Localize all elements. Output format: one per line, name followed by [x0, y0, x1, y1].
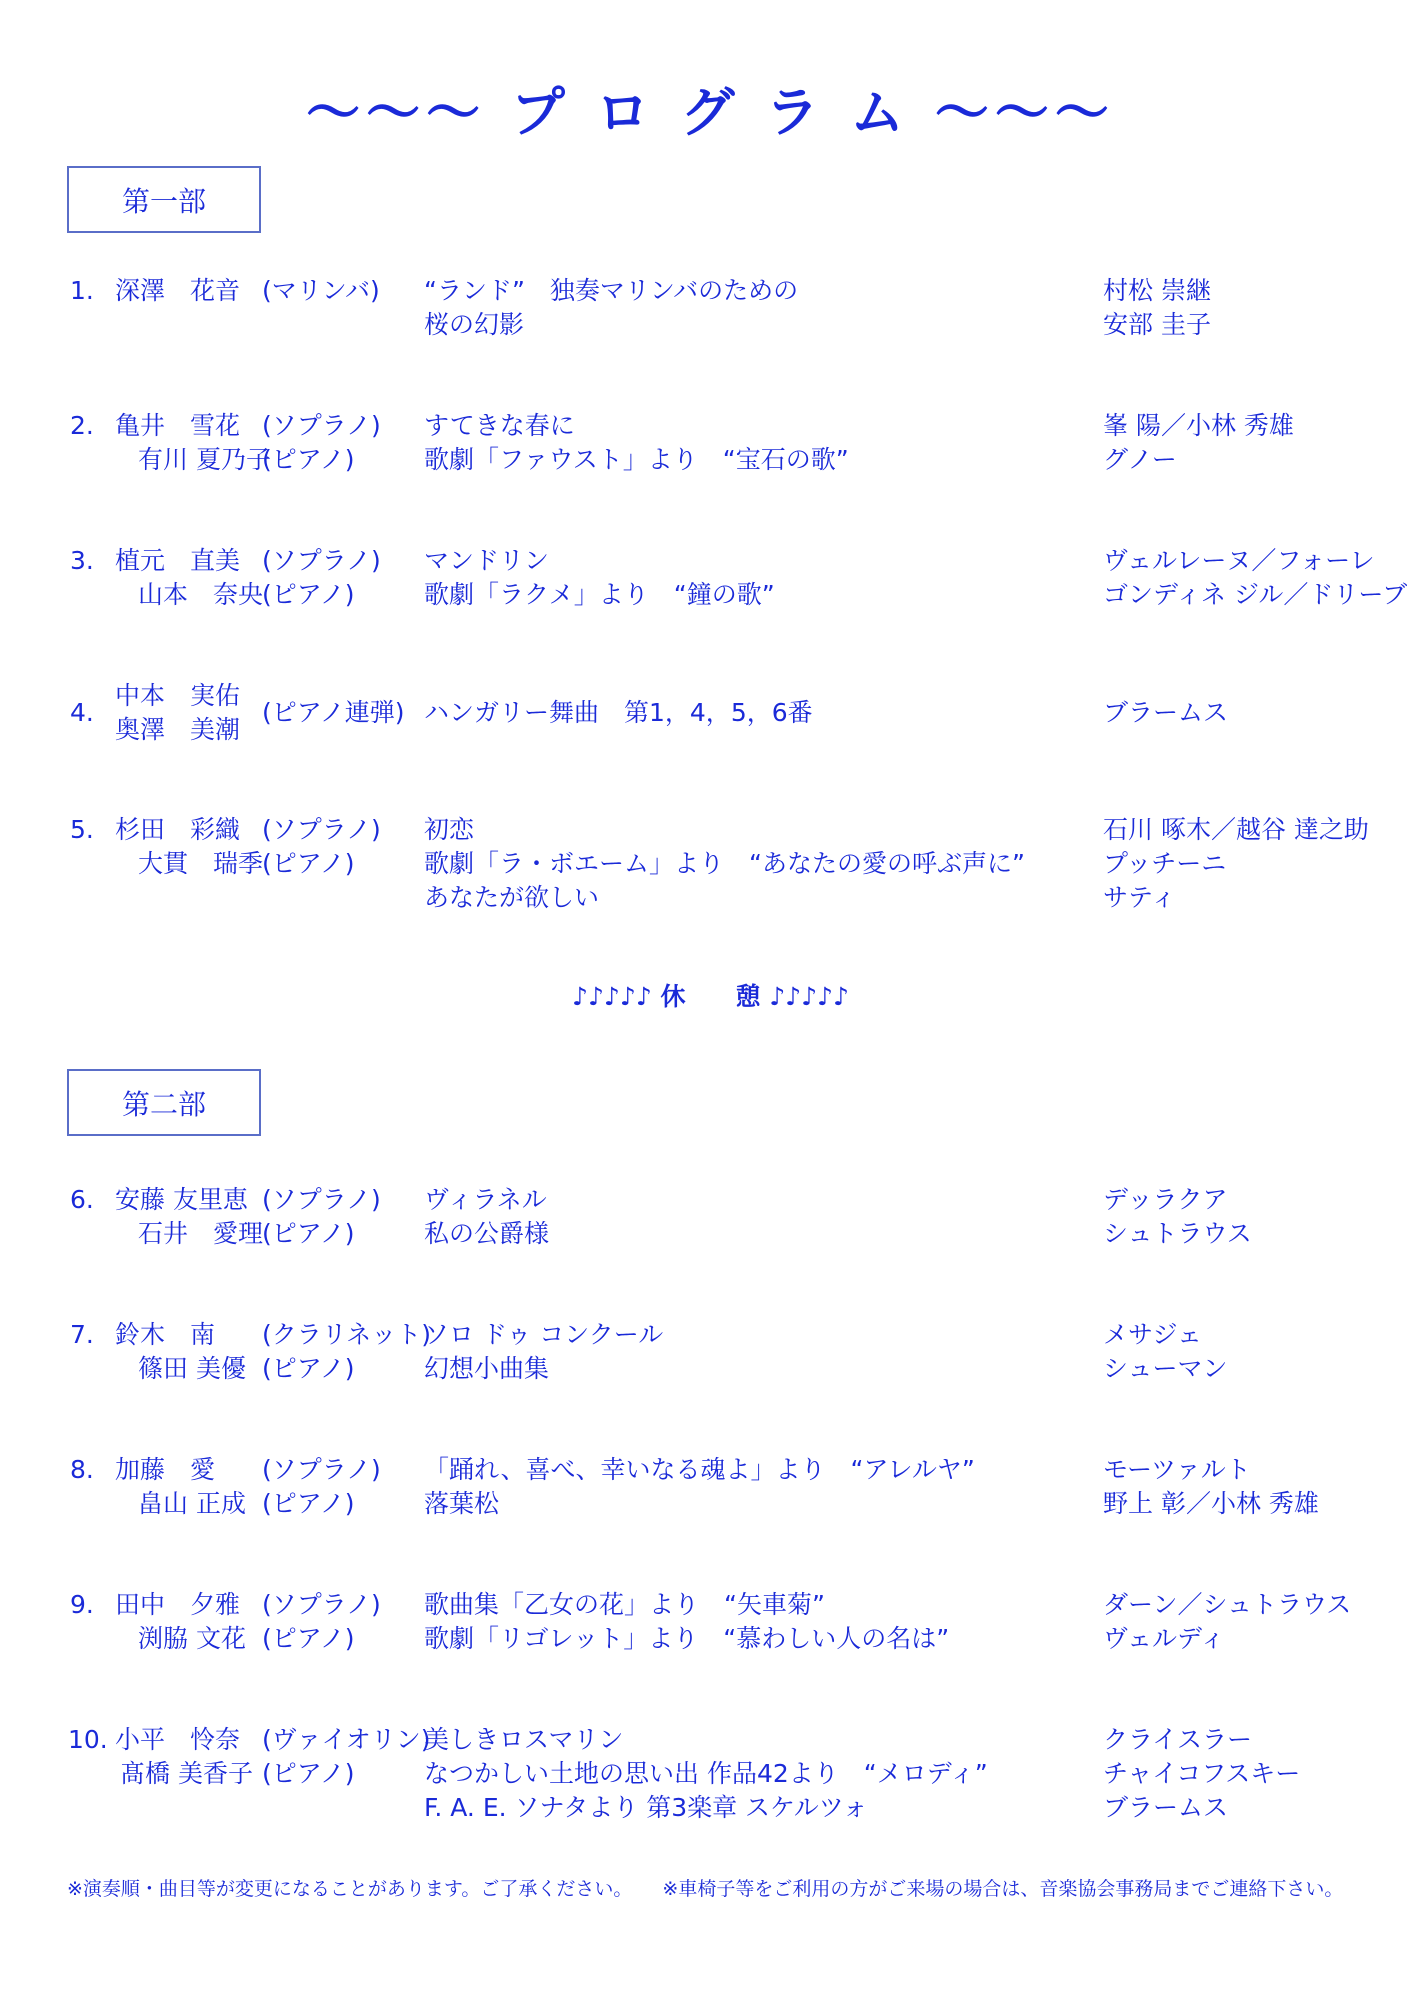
- entry-number: 7.: [70, 1320, 94, 1349]
- composer: ブラームス: [1103, 1793, 1229, 1822]
- performer: 植元 直美: [115, 546, 241, 575]
- entry-number: 1.: [70, 276, 94, 305]
- composer: プッチーニ: [1103, 849, 1227, 878]
- entry-number: 5.: [70, 815, 94, 844]
- performer: 加藤 愛: [115, 1455, 216, 1484]
- work-title: ハンガリー舞曲 第1，4，5，6番: [424, 698, 813, 727]
- entry-number: 10.: [68, 1725, 108, 1754]
- performer: 篠田 美優: [138, 1354, 246, 1383]
- work-title: 歌劇「ラクメ」より “鐘の歌”: [424, 580, 775, 609]
- composer: 石川 啄木／越谷 達之助: [1103, 815, 1369, 844]
- entry-number: 4.: [70, 698, 94, 727]
- work-title: 「踊れ、喜べ、幸いなる魂よ」より “アレルヤ”: [424, 1455, 975, 1484]
- work-title: 歌劇「ラ・ボエーム」より “あなたの愛の呼ぶ声に”: [424, 849, 1025, 878]
- performer: 渕脇 文花: [138, 1624, 246, 1653]
- instrument: (ピアノ): [262, 1624, 355, 1653]
- entry-number: 6.: [70, 1185, 94, 1214]
- instrument: (マリンバ): [262, 276, 380, 305]
- entry-number: 9.: [70, 1590, 94, 1619]
- work-title: 落葉松: [424, 1489, 500, 1518]
- instrument: (ソプラノ): [262, 546, 381, 575]
- instrument: (ソプラノ): [262, 411, 381, 440]
- instrument: (ピアノ): [262, 580, 355, 609]
- performer: 鈴木 南: [115, 1320, 216, 1349]
- work-title: ヴィラネル: [424, 1185, 547, 1214]
- work-title: “ランド” 独奏マリンバのための: [424, 276, 799, 305]
- composer: ブラームス: [1103, 698, 1229, 727]
- intermission-label: ♪♪♪♪♪ 休 憩 ♪♪♪♪♪: [572, 982, 849, 1011]
- composer: クライスラー: [1103, 1725, 1253, 1754]
- composer: 野上 彰／小林 秀雄: [1103, 1489, 1319, 1518]
- performer: 中本 実佑: [115, 681, 241, 710]
- instrument: (ヴァイオリン): [262, 1725, 431, 1754]
- performer: 杉田 彩織: [115, 815, 241, 844]
- performer: 小平 怜奈: [115, 1725, 241, 1754]
- performer: 奥澤 美潮: [115, 715, 241, 744]
- work-title: 幻想小曲集: [424, 1354, 550, 1383]
- composer: モーツァルト: [1103, 1455, 1251, 1484]
- note-wheelchair: ※車椅子等をご利用の方がご来場の場合は、音楽協会事務局までご連絡下さい。: [662, 1878, 1344, 1900]
- performer: 山本 奈央: [138, 580, 264, 609]
- composer: 峯 陽／小林 秀雄: [1103, 411, 1294, 440]
- composer: 村松 崇継: [1103, 276, 1211, 305]
- work-title: ソロ ドゥ コンクール: [424, 1320, 664, 1349]
- composer: メサジェ: [1103, 1320, 1203, 1349]
- work-title: すてきな春に: [424, 411, 575, 440]
- composer: デッラクア: [1103, 1185, 1228, 1214]
- instrument: (ソプラノ): [262, 815, 381, 844]
- work-title: F. A. E. ソナタより 第3楽章 スケルツォ: [424, 1793, 868, 1822]
- instrument: (ピアノ): [262, 1354, 355, 1383]
- performer: 亀井 雪花: [115, 411, 241, 440]
- work-title: 私の公爵様: [424, 1219, 550, 1248]
- work-title: なつかしい土地の思い出 作品42より “メロディ”: [424, 1759, 988, 1788]
- instrument: (ソプラノ): [262, 1590, 381, 1619]
- part1-label: 第一部: [67, 166, 261, 233]
- work-title: 歌劇「ファウスト」より “宝石の歌”: [424, 445, 849, 474]
- part2-label: 第二部: [67, 1069, 261, 1136]
- instrument: (ピアノ): [262, 1489, 355, 1518]
- work-title: マンドリン: [424, 546, 550, 575]
- instrument: (ソプラノ): [262, 1185, 381, 1214]
- composer: サティ: [1103, 883, 1177, 912]
- performer: 安藤 友里恵: [115, 1185, 248, 1214]
- instrument: (クラリネット): [262, 1320, 432, 1349]
- performer: 畠山 正成: [138, 1489, 246, 1518]
- work-title: 初恋: [424, 815, 475, 844]
- entry-number: 8.: [70, 1455, 94, 1484]
- page-title: ～～～ プ ロ グ ラ ム ～～～: [306, 81, 1115, 144]
- work-title: 美しきロスマリン: [424, 1725, 624, 1754]
- work-title: 桜の幻影: [424, 310, 525, 339]
- note-program-change: ※演奏順・曲目等が変更になることがあります。ご了承ください。: [67, 1878, 633, 1900]
- performer: 深澤 花音: [115, 276, 241, 305]
- composer: ゴンディネ ジル／ドリーブ: [1103, 580, 1408, 609]
- composer: 安部 圭子: [1103, 310, 1211, 339]
- composer: グノー: [1103, 445, 1177, 474]
- work-title: 歌劇「リゴレット」より “慕わしい人の名は”: [424, 1624, 950, 1653]
- composer: ヴェルレーヌ／フォーレ: [1103, 546, 1375, 575]
- performer: 石井 愛理: [138, 1219, 264, 1248]
- instrument: (ピアノ): [262, 445, 355, 474]
- performer: 髙橋 美香子: [120, 1759, 253, 1788]
- composer: シューマン: [1103, 1354, 1228, 1383]
- instrument: (ピアノ連弾): [262, 698, 405, 727]
- performer: 有川 夏乃子: [138, 445, 271, 474]
- instrument: (ピアノ): [262, 1219, 355, 1248]
- instrument: (ピアノ): [262, 849, 355, 878]
- work-title: あなたが欲しい: [424, 883, 600, 912]
- instrument: (ピアノ): [262, 1759, 355, 1788]
- instrument: (ソプラノ): [262, 1455, 381, 1484]
- entry-number: 2.: [70, 411, 94, 440]
- composer: ヴェルディ: [1103, 1624, 1226, 1653]
- performer: 田中 夕雅: [115, 1590, 241, 1619]
- footer-notes: [67, 1874, 1343, 1901]
- performer: 大貫 瑞季: [138, 849, 264, 878]
- composer: チャイコフスキー: [1103, 1759, 1301, 1788]
- composer: ダーン／シュトラウス: [1103, 1590, 1352, 1619]
- entry-number: 3.: [70, 546, 94, 575]
- composer: シュトラウス: [1103, 1219, 1252, 1248]
- work-title: 歌曲集「乙女の花」より “矢車菊”: [424, 1590, 825, 1619]
